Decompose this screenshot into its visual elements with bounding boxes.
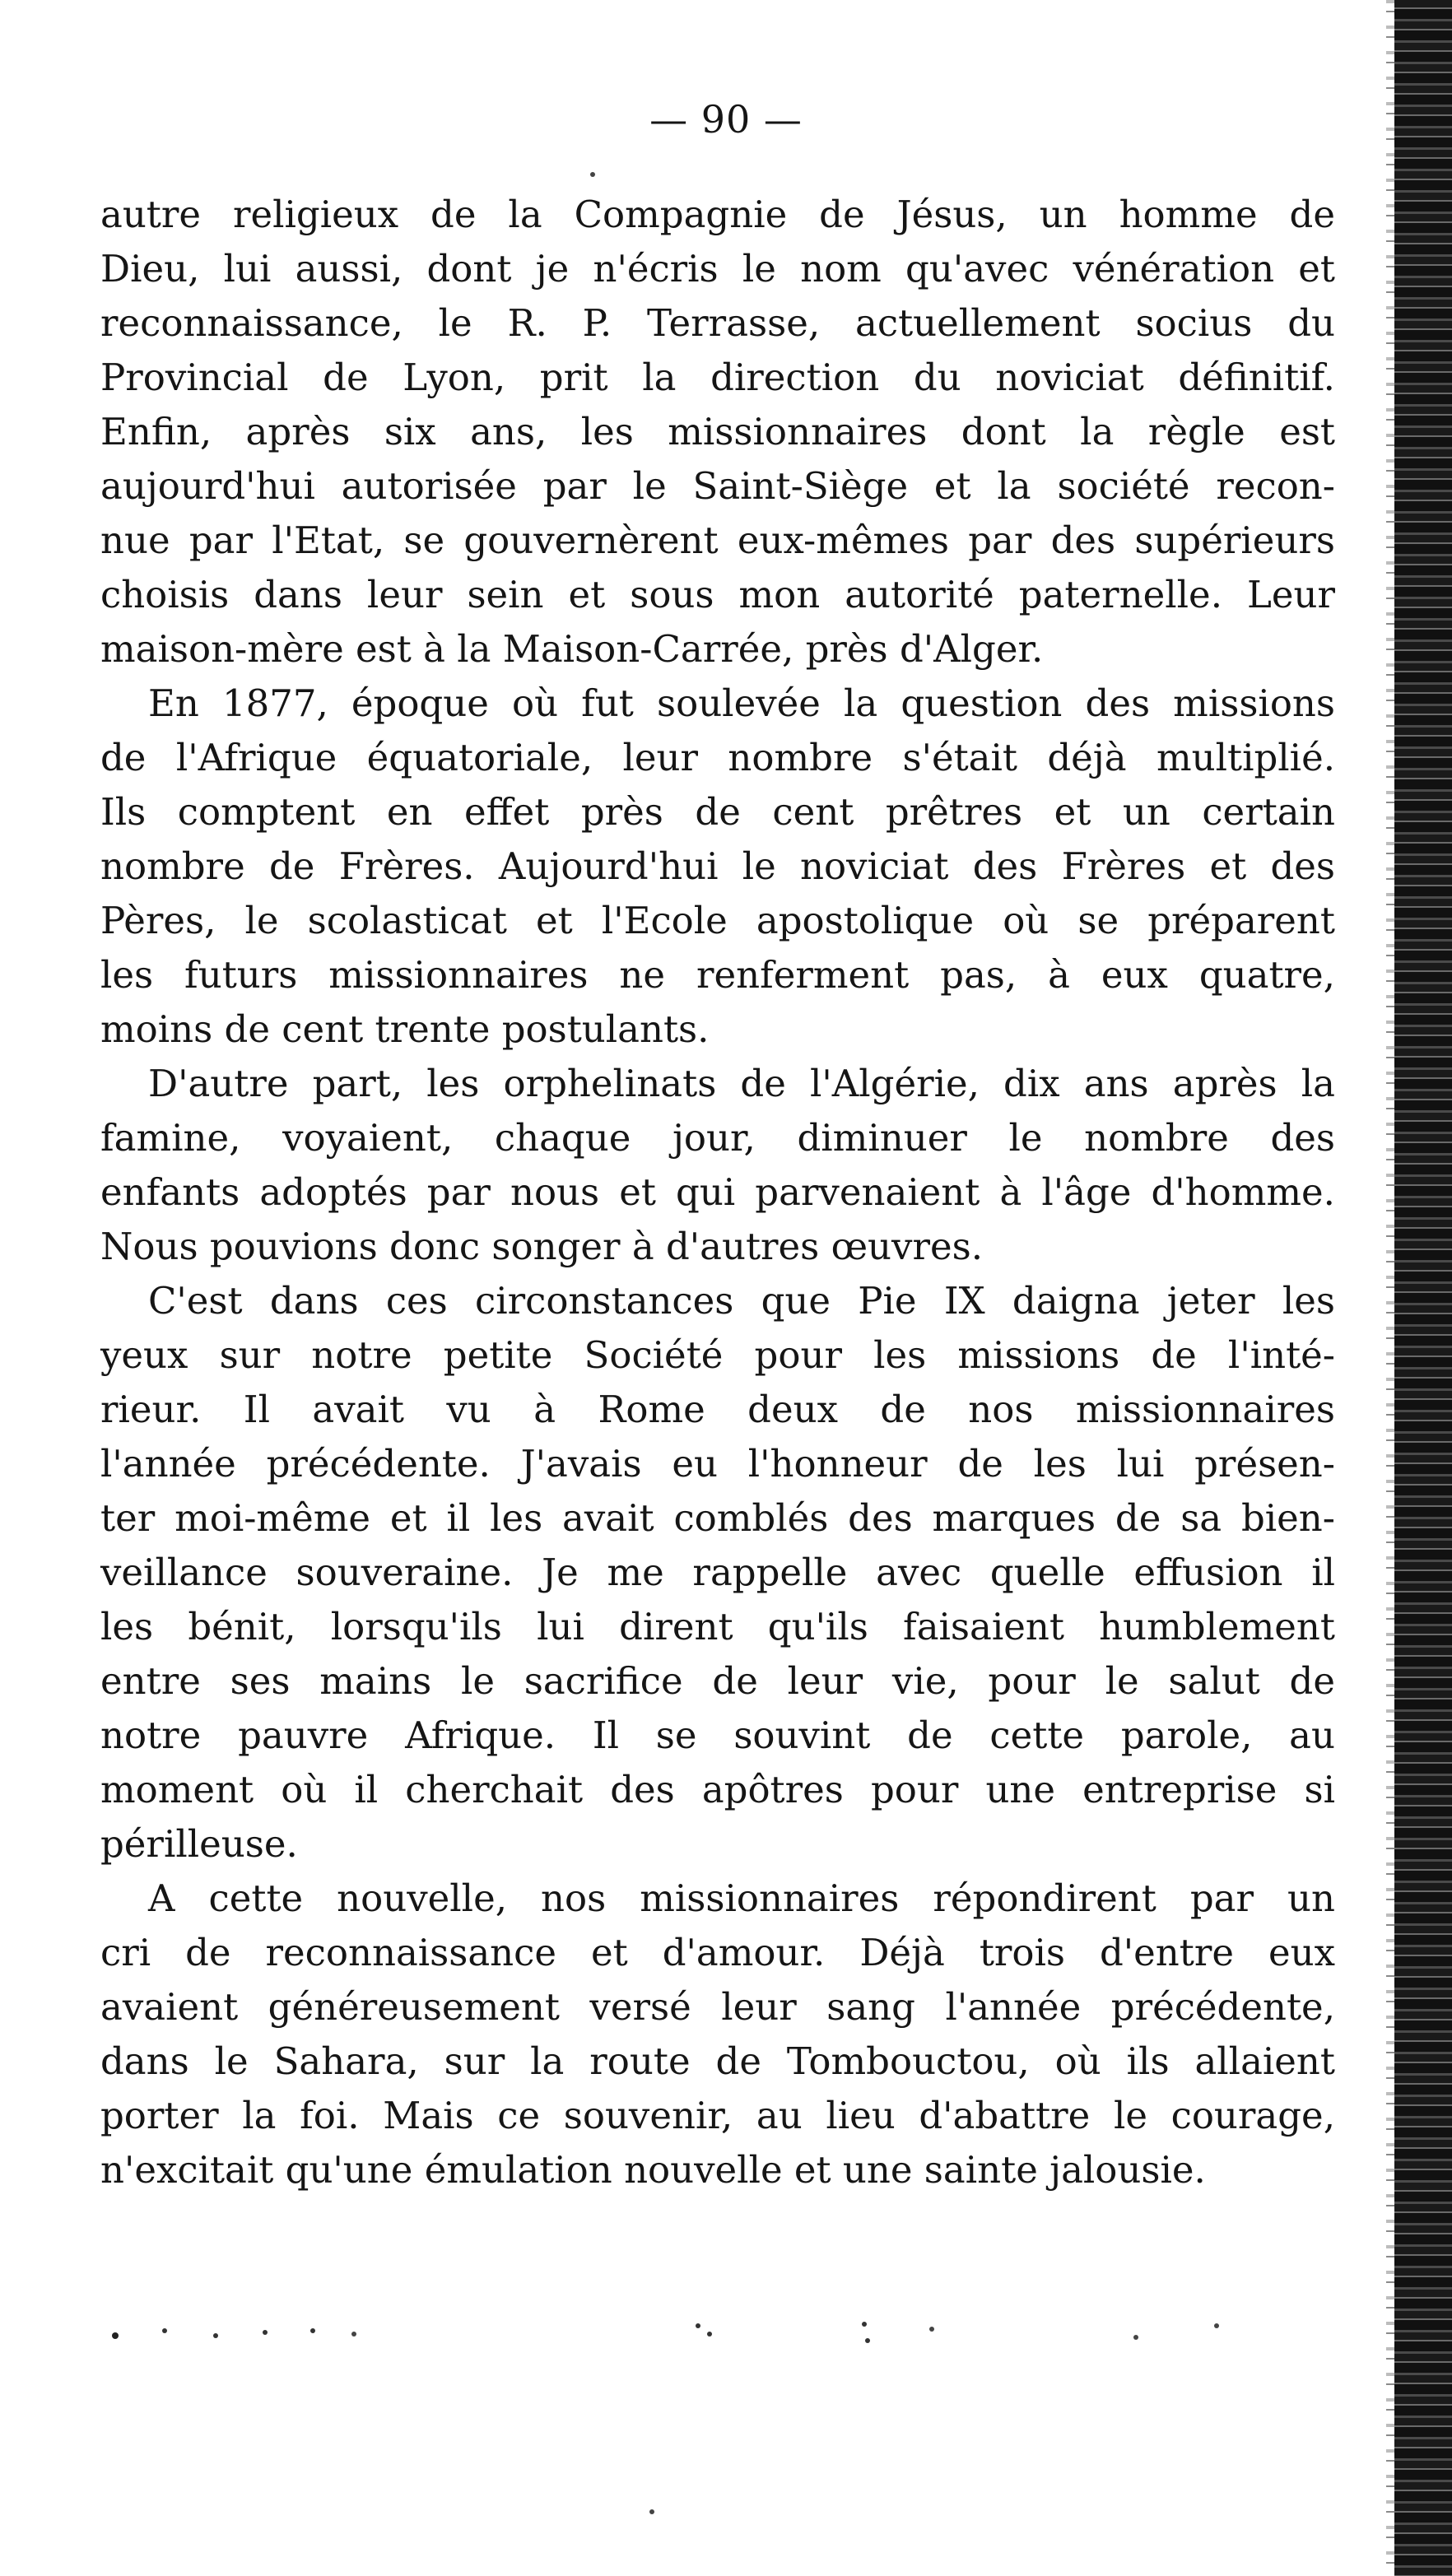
- text-line: les futurs missionnaires ne renferment pas, à eux quatre,: [100, 953, 1335, 997]
- text-line: nombre de Frères. Aujourd'hui le noviciat des Frères et des: [100, 844, 1335, 888]
- text-line: moment où il cherchait des apôtres pour une entreprise si: [100, 1768, 1335, 1811]
- text-line: Pères, le scolasticat et l'Ecole apostolique où se préparent: [100, 899, 1335, 942]
- text-line: cri de reconnaissance et d'amour. Déjà trois d'entre eux: [100, 1931, 1335, 1974]
- text-line: autre religieux de la Compagnie de Jésus, un homme de: [100, 193, 1335, 236]
- text-line: n'excitait qu'une émulation nouvelle et une sainte jalousie.: [100, 2148, 1206, 2192]
- text-line: porter la foi. Mais ce souvenir, au lieu d'abattre le courage,: [100, 2094, 1335, 2137]
- text-line: C'est dans ces circonstances que Pie IX daigna jeter les: [148, 1279, 1335, 1323]
- text-line: veillance souveraine. Je me rappelle avec quelle effusion il: [100, 1551, 1335, 1594]
- text-line: Ils comptent en effet près de cent prêtres et un certain: [100, 790, 1335, 834]
- text-line: enfants adoptés par nous et qui parvenaient à l'âge d'homme.: [100, 1170, 1335, 1214]
- text-line: nue par l'Etat, se gouvernèrent eux-mêmes par des supérieurs: [100, 518, 1335, 562]
- text-line: A cette nouvelle, nos missionnaires répondirent par un: [148, 1876, 1335, 1920]
- text-line: En 1877, époque où fut soulevée la question des missions: [148, 681, 1335, 725]
- text-line: Enfin, après six ans, les missionnaires dont la règle est: [100, 410, 1335, 453]
- text-line: dans le Sahara, sur la route de Tombouctou, où ils allaient: [100, 2039, 1335, 2083]
- text-line: maison-mère est à la Maison-Carrée, près d'Alger.: [100, 627, 1044, 671]
- text-line: notre pauvre Afrique. Il se souvint de cette parole, au: [100, 1713, 1335, 1757]
- text-line: périlleuse.: [100, 1822, 298, 1866]
- text-line: l'année précédente. J'avais eu l'honneur de les lui présen-: [100, 1442, 1335, 1486]
- text-line: les bénit, lorsqu'ils lui dirent qu'ils faisaient humblement: [100, 1605, 1335, 1648]
- text-line: rieur. Il avait vu à Rome deux de nos missionnaires: [100, 1388, 1335, 1431]
- text-line: choisis dans leur sein et sous mon autorité paternelle. Leur: [100, 573, 1335, 616]
- page-edge-shadow: [1394, 0, 1452, 2576]
- text-line: Provincial de Lyon, prit la direction du noviciat définitif.: [100, 356, 1335, 399]
- text-line: de l'Afrique équatoriale, leur nombre s'était déjà multiplié.: [100, 736, 1335, 779]
- text-line: yeux sur notre petite Société pour les missions de l'inté-: [100, 1333, 1335, 1377]
- text-line: ter moi-même et il les avait comblés des marques de sa bien-: [100, 1496, 1335, 1540]
- page-number: — 90 —: [649, 97, 803, 142]
- text-line: Nous pouvions donc songer à d'autres œuvres.: [100, 1225, 984, 1268]
- text-line: moins de cent trente postulants.: [100, 1007, 710, 1051]
- text-line: famine, voyaient, chaque jour, diminuer le nombre des: [100, 1116, 1335, 1160]
- text-line: D'autre part, les orphelinats de l'Algérie, dix ans après la: [148, 1062, 1335, 1105]
- text-line: Dieu, lui aussi, dont je n'écris le nom qu'avec vénération et: [100, 247, 1335, 291]
- text-line: aujourd'hui autorisée par le Saint-Siège et la société recon-: [100, 464, 1335, 508]
- text-line: avaient généreusement versé leur sang l'année précédente,: [100, 1985, 1335, 2029]
- text-line: reconnaissance, le R. P. Terrasse, actuellement socius du: [100, 301, 1335, 345]
- text-line: entre ses mains le sacrifice de leur vie, pour le salut de: [100, 1659, 1335, 1703]
